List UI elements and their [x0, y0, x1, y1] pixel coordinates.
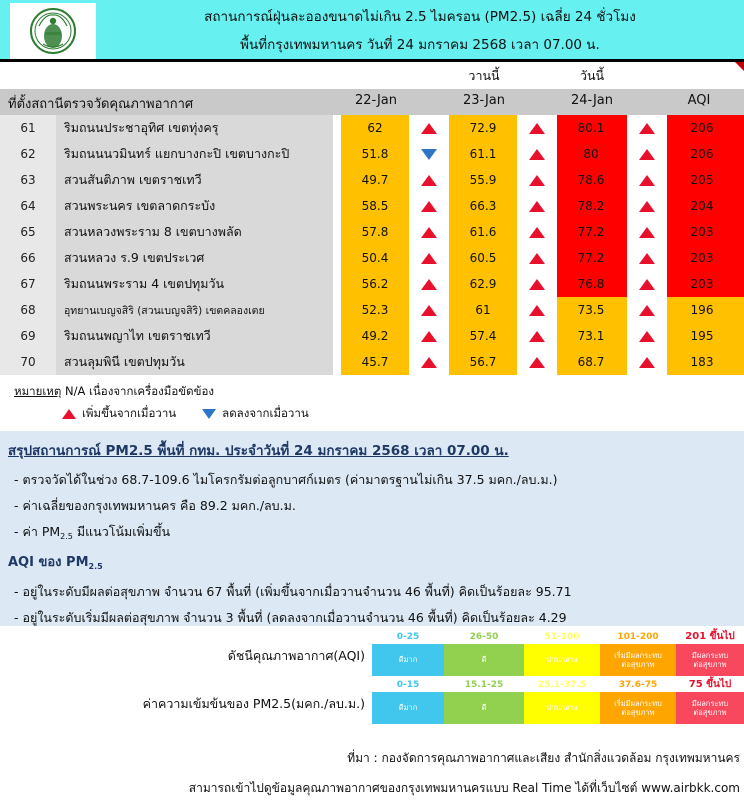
table-row: [0, 219, 744, 245]
row-number: 62: [0, 141, 56, 167]
legend-band-label: ต่อสุขภาพ: [621, 660, 655, 669]
arrow-up-icon: [639, 253, 655, 264]
arrow-up-icon: [421, 227, 437, 238]
pm25-value-cell: 52.3: [341, 297, 409, 323]
row-number: 64: [0, 193, 56, 219]
aqi-value-cell: 203: [660, 219, 744, 245]
column-gap: [333, 297, 341, 323]
footnote-na-text: N/A เนื่องจากเครื่องมือขัดข้อง: [65, 384, 214, 398]
trend-cell: [409, 349, 449, 375]
arrow-up-icon: [421, 357, 437, 368]
legend-row-aqi: [0, 630, 744, 678]
legend-band: [372, 644, 444, 676]
report-title-line-1: สถานการณ์ฝุ่นละอองขนาดไม่เกิน 2.5 ไมครอน (PM2.5) เฉลี่ย 24 ชั่วโมง: [204, 8, 636, 25]
column-gap: [333, 115, 341, 141]
legend-cell: [524, 678, 600, 724]
legend-band: [676, 692, 744, 724]
pm25-value-cell: 66.3: [449, 193, 517, 219]
arrow-up-icon: [639, 201, 655, 212]
bma-seal-icon: [10, 3, 96, 59]
trend-cell: [409, 219, 449, 245]
trend-cell: [627, 297, 667, 323]
legend-range-text: 37.6-75: [618, 680, 658, 690]
summary-aqi-heading-sub: 2.5: [88, 562, 103, 571]
column-gap: [333, 193, 341, 219]
pm25-value-cell: 45.7: [341, 349, 409, 375]
station-name: สวนหลวงพระราม 8 เขตบางพลัด: [56, 219, 333, 245]
pm25-value-cell: 61: [449, 297, 517, 323]
arrow-up-icon: [421, 305, 437, 316]
legend-cell: [372, 630, 444, 676]
aqi-legend: [0, 626, 744, 736]
pm25-value-cell: 78.6: [555, 167, 627, 193]
legend-band-label: ต่อสุขภาพ: [621, 708, 655, 717]
aqi-value-cell: 183: [660, 349, 744, 375]
trend-cell: [517, 115, 557, 141]
report-footer: [0, 745, 744, 807]
arrow-up-icon: [639, 357, 655, 368]
pm25-value-cell: 49.2: [341, 323, 409, 349]
arrow-up-icon: [639, 305, 655, 316]
aqi-value-cell: 203: [660, 271, 744, 297]
legend-row-pm25: [0, 678, 744, 726]
row-number: 63: [0, 167, 56, 193]
summary-line-3-pre: - ค่า PM: [14, 524, 61, 539]
legend-band-label: เริ่มมีผลกระทบ: [614, 650, 662, 660]
arrow-up-icon: [421, 253, 437, 264]
summary-aqi-heading: [8, 551, 103, 572]
table-row: [0, 193, 744, 219]
arrow-up-icon: [421, 331, 437, 342]
pm25-value-cell: 80: [555, 141, 627, 167]
table-row: [0, 297, 744, 323]
column-gap: [333, 141, 341, 167]
legend-band-label: มีผลกระทบ: [691, 650, 729, 660]
legend-label-aqi: ดัชนีคุณภาพอากาศ(AQI): [227, 648, 365, 663]
summary-line-3: [14, 522, 170, 542]
trend-cell: [409, 297, 449, 323]
comment-marker-icon: [735, 62, 744, 71]
station-name: อุทยานเบญจสิริ (สวนเบญจสิริ) เขตคลองเตย: [56, 297, 333, 323]
trend-cell: [517, 167, 557, 193]
today-label: วันนี้: [579, 68, 605, 83]
trend-cell: [409, 141, 449, 167]
summary-line-1: - ตรวจวัดได้ในช่วง 68.7-109.6 ไมโครกรัมต่อลูกบาศก์เมตร (ค่ามาตรฐานไม่เกิน 37.5 มคก./ลบ.ม.): [14, 472, 558, 487]
summary-line-5: - อยู่ในระดับเริ่มมีผลต่อสุขภาพ จำนวน 3 พื้นที่ (ลดลงจากเมื่อวานจำนวน 46 พื้นที่) คิดเป็นร้อยละ 4.29: [14, 610, 567, 625]
aqi-value-cell: 206: [660, 115, 744, 141]
arrow-up-icon: [421, 279, 437, 290]
legend-cell: [676, 630, 744, 676]
trend-cell: [517, 219, 557, 245]
pm25-value-cell: 58.5: [341, 193, 409, 219]
legend-cell: [676, 678, 744, 724]
trend-cell: [409, 167, 449, 193]
legend-scale-pm25: [372, 678, 744, 724]
pm25-value-cell: 68.7: [555, 349, 627, 375]
trend-cell: [627, 167, 667, 193]
arrow-up-icon: [529, 201, 545, 212]
pm25-value-cell: 73.1: [555, 323, 627, 349]
trend-cell: [517, 349, 557, 375]
station-name: สวนลุมพินี เขตปทุมวัน: [56, 349, 333, 375]
footer-website: สามารถเข้าไปดูข้อมูลคุณภาพอากาศของกรุงเทพมหานครแบบ Real Time ได้ที่เว็บไซต์ www.airbkk.com: [188, 781, 740, 795]
legend-range-text: 15.1-25: [464, 680, 504, 690]
pm25-value-cell: 73.5: [555, 297, 627, 323]
pm25-value-cell: 60.5: [449, 245, 517, 271]
trend-cell: [517, 141, 557, 167]
pm25-value-cell: 55.9: [449, 167, 517, 193]
row-number: 61: [0, 115, 56, 141]
legend-band: [444, 644, 524, 676]
legend-band: [524, 692, 600, 724]
trend-cell: [627, 271, 667, 297]
pm25-value-cell: 62.9: [449, 271, 517, 297]
arrow-up-icon: [529, 175, 545, 186]
arrow-up-icon: [639, 123, 655, 134]
legend-band-label: มีผลกระทบ: [691, 698, 729, 708]
aqi-value-cell: 203: [660, 245, 744, 271]
station-name: ริมถนนประชาอุทิศ เขตทุ่งครุ: [56, 115, 333, 141]
pm25-value-cell: 77.2: [555, 245, 627, 271]
legend-cell: [524, 630, 600, 676]
legend-band-label: ปานกลาง: [546, 703, 578, 713]
legend-range-text: 201 ขึ้นไป: [685, 631, 735, 642]
column-header-stations: ที่ตั้งสถานีตรวจวัดคุณภาพอากาศ: [8, 97, 194, 112]
trend-cell: [627, 115, 667, 141]
summary-line-2: - ค่าเฉลี่ยของกรุงเทพมหานคร คือ 89.2 มคก./ลบ.ม.: [14, 498, 296, 513]
station-name: สวนสันติภาพ เขตราชเทวี: [56, 167, 333, 193]
pm25-value-cell: 56.2: [341, 271, 409, 297]
summary-line-3-post: มีแนวโน้มเพิ่มขึ้น: [72, 524, 171, 539]
column-gap: [333, 323, 341, 349]
arrow-down-icon: [421, 149, 437, 160]
legend-cell: [444, 678, 524, 724]
arrow-up-icon: [529, 331, 545, 342]
summary-aqi-heading-pre: AQI ของ PM: [8, 555, 89, 570]
station-name: สวนพระนคร เขตลาดกระบัง: [56, 193, 333, 219]
summary-panel: [0, 431, 744, 626]
column-gap: [333, 271, 341, 297]
trend-cell: [409, 271, 449, 297]
arrow-up-icon: [639, 279, 655, 290]
trend-cell: [627, 193, 667, 219]
legend-scale-aqi: [372, 630, 744, 676]
column-gap: [333, 245, 341, 271]
legend-band-label: ดี: [481, 655, 487, 665]
pm25-value-cell: 77.2: [555, 219, 627, 245]
arrow-up-icon: [529, 357, 545, 368]
legend-band: [372, 692, 444, 724]
arrow-up-icon: [529, 227, 545, 238]
pm25-value-cell: 72.9: [449, 115, 517, 141]
row-number: 68: [0, 297, 56, 323]
pm25-value-cell: 56.7: [449, 349, 517, 375]
column-header-date-2: 23-Jan: [463, 93, 505, 108]
row-number: 66: [0, 245, 56, 271]
report-title-line-2: พื้นที่กรุงเทพมหานคร วันที่ 24 มกราคม 2568 เวลา 07.00 น.: [240, 36, 600, 53]
station-name: สวนหลวง ร.9 เขตประเวศ: [56, 245, 333, 271]
trend-cell: [627, 219, 667, 245]
legend-range-text: 25.1-37.5: [537, 680, 587, 690]
arrow-up-icon: [421, 175, 437, 186]
trend-cell: [517, 271, 557, 297]
table-row: [0, 115, 744, 141]
trend-cell: [627, 323, 667, 349]
pm25-value-cell: 57.8: [341, 219, 409, 245]
trend-cell: [627, 141, 667, 167]
arrow-up-icon: [529, 279, 545, 290]
table-row: [0, 245, 744, 271]
footnote-up-text: เพิ่มขึ้นจากเมื่อวาน: [82, 406, 177, 420]
arrow-up-icon: [529, 305, 545, 316]
legend-band-label: ต่อสุขภาพ: [693, 660, 727, 669]
footnote-down-text: ลดลงจากเมื่อวาน: [222, 406, 309, 420]
row-number: 67: [0, 271, 56, 297]
arrow-up-icon: [529, 123, 545, 134]
row-number: 69: [0, 323, 56, 349]
legend-cell: [600, 678, 676, 724]
pm25-value-cell: 78.2: [555, 193, 627, 219]
trend-cell: [409, 193, 449, 219]
pm25-value-cell: 61.6: [449, 219, 517, 245]
trend-cell: [517, 245, 557, 271]
summary-line-4: - อยู่ในระดับมีผลต่อสุขภาพ จำนวน 67 พื้นที่ (เพิ่มขึ้นจากเมื่อวานจำนวน 46 พื้นที่) คิดเป็นร้อยละ 95.71: [14, 584, 572, 599]
table-row: [0, 167, 744, 193]
legend-band-label: ดีมาก: [398, 703, 418, 713]
column-header-aqi: AQI: [687, 93, 711, 108]
pm25-value-cell: 49.7: [341, 167, 409, 193]
footnote-arrows: [62, 405, 309, 423]
trend-cell: [627, 349, 667, 375]
legend-band-label: เริ่มมีผลกระทบ: [614, 698, 662, 708]
summary-line-3-sub: 2.5: [60, 532, 73, 541]
table-row: [0, 141, 744, 167]
legend-range-text: 0-25: [396, 632, 420, 642]
arrow-up-icon: [639, 331, 655, 342]
column-gap: [333, 219, 341, 245]
footer-source: ที่มา : กองจัดการคุณภาพอากาศและเสียง สำนักสิ่งแวดล้อม กรุงเทพมหานคร: [347, 751, 740, 765]
trend-cell: [517, 193, 557, 219]
table-row: [0, 349, 744, 375]
aqi-value-cell: 206: [660, 141, 744, 167]
summary-title: สรุปสถานการณ์ PM2.5 พื้นที่ กทม. ประจำวันที่ 24 มกราคม 2568 เวลา 07.00 น.: [8, 443, 509, 459]
legend-range-text: 51-100: [544, 632, 580, 642]
arrow-up-icon: [639, 227, 655, 238]
legend-label-pm25: ค่าความเข้มข้นของ PM2.5(มคก./ลบ.ม.): [142, 696, 365, 711]
legend-band: [676, 644, 744, 676]
aqi-value-cell: 196: [660, 297, 744, 323]
trend-cell: [409, 323, 449, 349]
trend-cell: [517, 323, 557, 349]
legend-band-label: ดีมาก: [398, 655, 418, 665]
station-name: ริมถนนพระราม 4 เขตปทุมวัน: [56, 271, 333, 297]
station-name: ริมถนนพญาไท เขตราชเทวี: [56, 323, 333, 349]
yesterday-label: วานนี้: [468, 68, 500, 83]
arrow-up-icon: [421, 201, 437, 212]
trend-cell: [517, 297, 557, 323]
trend-cell: [409, 115, 449, 141]
legend-band-label: ปานกลาง: [546, 655, 578, 665]
header-title-group: [100, 0, 740, 59]
row-number: 65: [0, 219, 56, 245]
aqi-value-cell: 204: [660, 193, 744, 219]
aqi-value-cell: 195: [660, 323, 744, 349]
pm25-value-cell: 80.1: [555, 115, 627, 141]
legend-range-text: 75 ขึ้นไป: [688, 679, 732, 690]
arrow-up-icon: [639, 175, 655, 186]
arrow-up-icon: [62, 409, 76, 419]
legend-range-text: 26-50: [469, 632, 499, 642]
arrow-up-icon: [421, 123, 437, 134]
legend-cell: [600, 630, 676, 676]
column-header-date-3: 24-Jan: [571, 93, 613, 108]
arrow-up-icon: [639, 149, 655, 160]
table-row: [0, 271, 744, 297]
row-number: 70: [0, 349, 56, 375]
footnotes: [0, 383, 744, 431]
legend-band: [600, 692, 676, 724]
legend-cell: [372, 678, 444, 724]
column-gap: [333, 349, 341, 375]
pm25-value-cell: 62: [341, 115, 409, 141]
bma-seal-graphic: [25, 6, 81, 56]
trend-cell: [627, 245, 667, 271]
report-header: [0, 0, 744, 62]
column-gap: [333, 167, 341, 193]
table-row: [0, 323, 744, 349]
legend-band: [600, 644, 676, 676]
station-name: ริมถนนนวมินทร์ แยกบางกะปิ เขตบางกะปิ: [56, 141, 333, 167]
pm25-value-cell: 76.8: [555, 271, 627, 297]
legend-band: [524, 644, 600, 676]
aqi-value-cell: 205: [660, 167, 744, 193]
arrow-up-icon: [529, 149, 545, 160]
legend-band-label: ต่อสุขภาพ: [693, 708, 727, 717]
legend-range-text: 0-15: [396, 680, 420, 690]
legend-band: [444, 692, 524, 724]
pm25-value-cell: 50.4: [341, 245, 409, 271]
legend-cell: [444, 630, 524, 676]
arrow-up-icon: [529, 253, 545, 264]
pm25-value-cell: 51.8: [341, 141, 409, 167]
table-column-header: [0, 89, 744, 115]
legend-band-label: ดี: [481, 703, 487, 713]
column-header-date-1: 22-Jan: [355, 93, 397, 108]
day-label-band: [0, 62, 744, 89]
stations-table: [0, 115, 744, 375]
pm25-value-cell: 57.4: [449, 323, 517, 349]
footnote-na: [14, 383, 214, 401]
legend-range-text: 101-200: [617, 632, 659, 642]
arrow-down-icon: [202, 409, 216, 419]
pm25-value-cell: 61.1: [449, 141, 517, 167]
footnote-label: หมายเหตุ: [14, 384, 62, 398]
trend-cell: [409, 245, 449, 271]
